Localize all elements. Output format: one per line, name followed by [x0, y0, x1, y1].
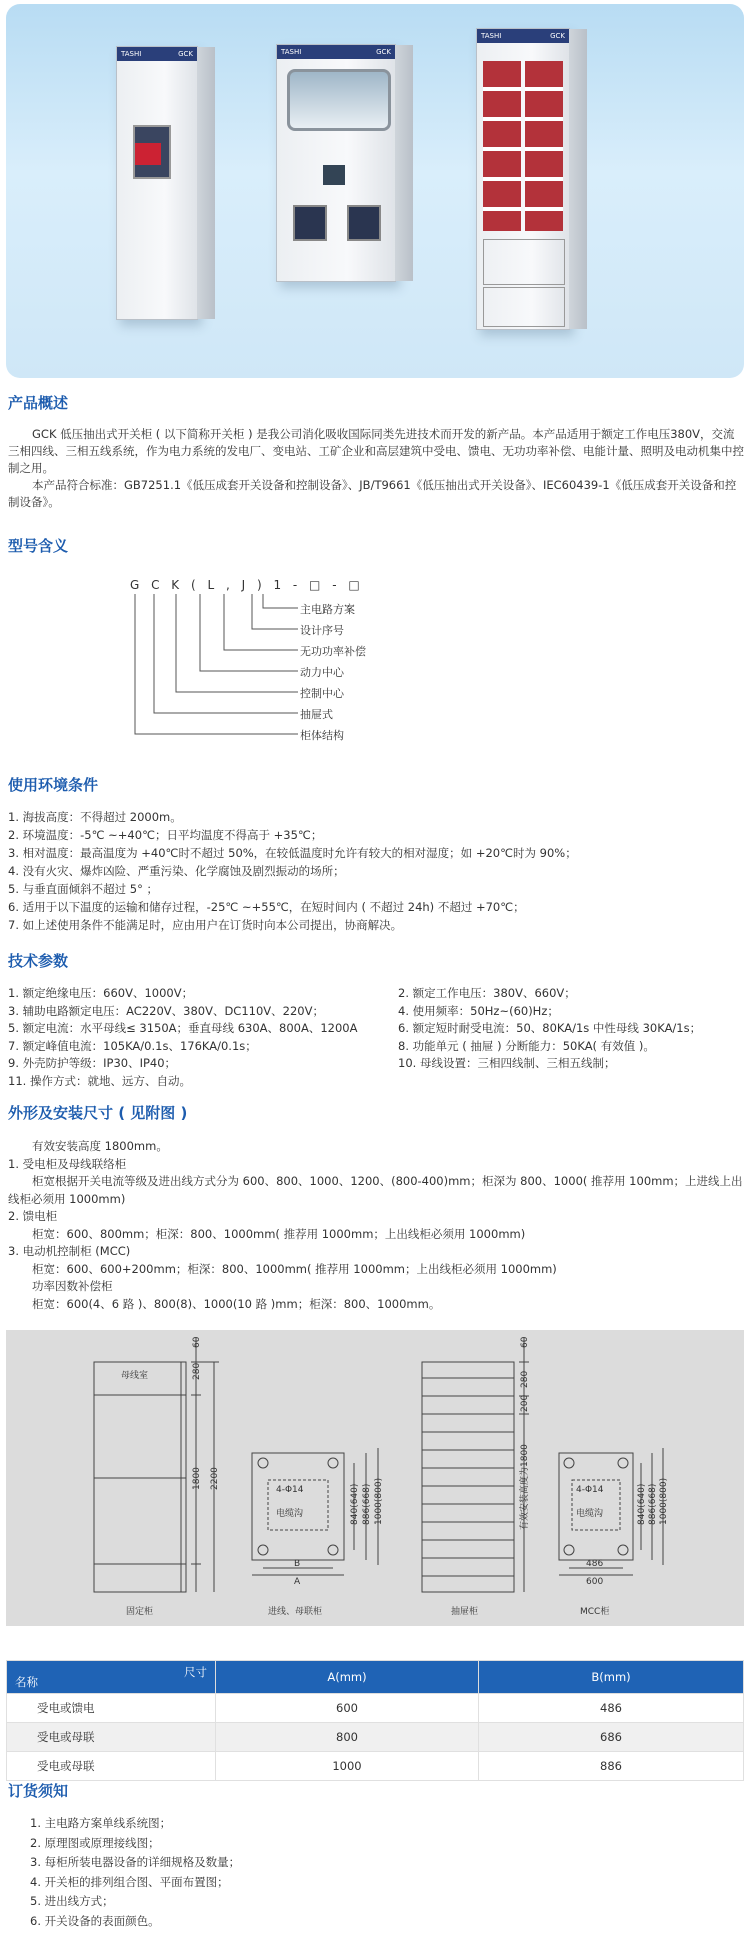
tech-params-right [398, 985, 701, 1073]
list-item: 5. 额定电流：水平母线≤ 3150A；垂直母线 630A、800A、1200A [8, 1021, 358, 1035]
model-label-7: 柜体结构 [300, 729, 344, 742]
product-photo-banner [6, 4, 744, 378]
list-item: 4. 没有火灾、爆炸凶险、严重污染、化学腐蚀及剧烈振动的场所； [8, 864, 345, 878]
dim-1000-mcc: 1000(800) [659, 1477, 669, 1525]
model-label-1: 主电路方案 [300, 603, 355, 616]
caption-drawer: 抽屉柜 [451, 1607, 479, 1617]
list-item: 1. 主电路方案单线系统图； [30, 1816, 172, 1830]
model-label-4: 动力中心 [300, 666, 344, 679]
label-busroom: 母线室 [121, 1371, 149, 1381]
dim-1000: 1000(800) [374, 1477, 384, 1525]
caption-incoming: 进线、母联柜 [268, 1607, 323, 1617]
cell-a: 600 [216, 1694, 479, 1723]
dimension-drawing [6, 1330, 744, 1626]
label-trench-mcc: 电缆沟 [576, 1509, 604, 1519]
cell-b: 486 [479, 1694, 744, 1723]
cabinet-tag: GCK [550, 32, 565, 40]
cell-name: 受电或馈电 [7, 1694, 216, 1723]
dim-280: 280 [192, 1362, 202, 1380]
dim-line: 有效安装高度 1800mm。 [32, 1139, 168, 1153]
dim-60: 60 [192, 1336, 202, 1348]
list-item: 3. 辅助电路额定电压：AC220V、380V、DC110V、220V； [8, 1003, 324, 1018]
dim-A: A [294, 1577, 301, 1587]
label-hole: 4-Φ14 [276, 1485, 304, 1495]
table-header-row [7, 1661, 744, 1694]
overview-paragraph-1: GCK 低压抽出式开关柜 ( 以下简称开关柜 ) 是我公司消化吸收国际同类先进技术而开发的新产品。本产品适用于额定工作电压380V，交流三相四线、三相五线系统，作为电力系统的发电厂、变电站、工矿企业和高层建筑中受电、馈电、无功功率补偿、电能计量、照明及电动机集中控制之用。 [8, 427, 744, 475]
breaker-right [347, 205, 381, 241]
model-diagram [130, 578, 430, 758]
list-item: 10. 母线设置：三相四线制、三相五线制； [398, 1056, 616, 1070]
breaker-window [135, 143, 161, 165]
meter-panel [323, 165, 345, 185]
cabinet-tag: GCK [376, 48, 391, 56]
dim-line: 柜宽：600(4、6 路 )、800(8)、1000(10 路 )mm；柜深：800、1000mm。 [32, 1296, 441, 1311]
dim-840-mcc: 840(640) [637, 1483, 647, 1525]
order-list [30, 1814, 240, 1931]
cabinet-brand: TASHI [481, 32, 502, 40]
section-title-overview: 产品概述 [8, 394, 69, 412]
cabinet-tag: GCK [178, 50, 193, 58]
model-label-6: 抽屉式 [300, 708, 333, 721]
caption-mcc: MCC柜 [580, 1607, 610, 1617]
list-item: 7. 额定峰值电流：105KA/0.1s、176KA/0.1s； [8, 1038, 257, 1053]
dim-line: 功率因数补偿柜 [32, 1279, 113, 1293]
table-header-name-size [7, 1661, 216, 1694]
dim-280-drawer: 280 [520, 1370, 530, 1388]
drawer-column-left [483, 61, 521, 231]
dim-60-drawer: 60 [520, 1336, 530, 1348]
list-item: 4. 使用频率：50Hz~(60)Hz； [398, 1003, 559, 1018]
dim-B: B [294, 1559, 301, 1569]
dim-486: 486 [586, 1559, 604, 1569]
model-leader-lines [130, 578, 430, 758]
list-item: 2. 环境温度：-5℃ ~+40℃；日平均温度不得高于 +35℃； [8, 828, 323, 842]
label-trench: 电缆沟 [276, 1509, 304, 1519]
section-title-order: 订货须知 [8, 1782, 69, 1800]
label-hole-mcc: 4-Φ14 [576, 1485, 604, 1495]
viewing-window [287, 69, 391, 131]
list-item: 1. 额定绝缘电压：660V、1000V； [8, 986, 194, 1000]
list-item: 3. 每柜所装电器设备的详细规格及数量； [30, 1855, 241, 1869]
list-item: 9. 外壳防护等级：IP30、IP40； [8, 1056, 177, 1070]
cell-name: 受电或母联 [7, 1723, 216, 1752]
dimension-table [6, 1660, 744, 1781]
list-item: 4. 开关柜的排列组合图、平面布置图； [30, 1874, 229, 1889]
drawer-column-right [525, 61, 563, 231]
cell-name: 受电或母联 [7, 1752, 216, 1781]
dim-line: 1. 受电柜及母线联络柜 [8, 1156, 127, 1171]
table-row [7, 1723, 744, 1752]
list-item: 2. 原理图或原理接线图； [30, 1835, 160, 1850]
list-item: 6. 开关设备的表面颜色。 [30, 1913, 160, 1928]
list-item: 11. 操作方式：就地、远方、自动。 [8, 1073, 191, 1088]
model-label-3: 无功功率补偿 [300, 645, 366, 658]
cell-a: 800 [216, 1723, 479, 1752]
list-item: 5. 进出线方式； [30, 1894, 114, 1908]
section-title-dimensions: 外形及安装尺寸 ( 见附图 ) [8, 1104, 188, 1122]
cell-b: 886 [479, 1752, 744, 1781]
drawing-svg [6, 1330, 744, 1626]
list-item: 7. 如上述使用条件不能满足时，应由用户在订货时向本公司提出，协商解决。 [8, 918, 403, 932]
large-drawer [483, 239, 565, 285]
dimension-notes [8, 1138, 744, 1313]
list-item: 6. 适用于以下温度的运输和储存过程，-25℃ ~+55℃，在短时间内 ( 不超过 24h) 不超过 +70℃； [8, 900, 525, 914]
breaker-left [293, 205, 327, 241]
section-title-environment: 使用环境条件 [8, 776, 99, 794]
model-label-2: 设计序号 [300, 624, 344, 637]
cabinet-brand: TASHI [281, 48, 302, 56]
list-item: 6. 额定短时耐受电流：50、80KA/1s 中性母线 30KA/1s； [398, 1021, 702, 1035]
tech-params-left [8, 985, 357, 1090]
dim-line: 柜宽：600、600+200mm；柜深：800、1000mm( 推荐用 1000mm；上出线柜必须用 1000mm) [32, 1261, 557, 1276]
cell-b: 686 [479, 1723, 744, 1752]
dim-840: 840(640) [350, 1483, 360, 1525]
table-row [7, 1752, 744, 1781]
dim-886: 886(668) [362, 1483, 372, 1525]
list-item: 2. 额定工作电压：380V、660V； [398, 986, 576, 1000]
dim-line: 3. 电动机控制柜 (MCC) [8, 1244, 131, 1258]
dim-600: 600 [586, 1577, 604, 1587]
overview-paragraph-2: 本产品符合标准：GB7251.1《低压成套开关设备和控制设备》、JB/T9661《低压抽出式开关设备》、IEC60439-1《低压成套开关设备和控制设备》。 [8, 478, 737, 509]
header-name: 名称 [15, 1675, 38, 1689]
section-title-tech: 技术参数 [8, 952, 69, 970]
dim-2200: 2200 [210, 1467, 220, 1490]
dim-effective-height: 有效安装高度为1800 [520, 1444, 530, 1530]
dim-line: 2. 馈电柜 [8, 1209, 58, 1223]
cabinet-drawer-photo [476, 28, 570, 330]
dim-line: 柜宽根据开关电流等级及进出线方式分为 600、800、1000、1200、(800-400)mm；柜深为 800、1000( 推荐用 100mm；上进线上出线柜必须用 1000mm) [8, 1174, 743, 1206]
list-item: 5. 与垂直面倾斜不超过 5° ； [8, 882, 159, 896]
dim-1800: 1800 [192, 1467, 202, 1490]
cabinet-fixed-photo [116, 46, 198, 320]
section-title-model: 型号含义 [8, 537, 69, 555]
dim-886-mcc: 886(668) [648, 1483, 658, 1525]
table-row [7, 1694, 744, 1723]
list-item: 1. 海拔高度：不得超过 2000m。 [8, 810, 182, 824]
model-label-5: 控制中心 [300, 687, 344, 700]
list-item: 3. 相对温度：最高温度为 +40℃时不超过 50%，在较低温度时允许有较大的相对湿度；如 +20℃时为 90%； [8, 846, 577, 860]
table-header-b: B(mm) [479, 1661, 744, 1694]
cabinet-brand: TASHI [121, 50, 142, 58]
table-header-a: A(mm) [216, 1661, 479, 1694]
header-size: 尺寸 [184, 1665, 207, 1679]
dim-200-drawer: 200 [520, 1394, 530, 1412]
cell-a: 1000 [216, 1752, 479, 1781]
caption-fixed: 固定柜 [126, 1607, 154, 1617]
large-drawer [483, 287, 565, 327]
model-code: G C K ( L , J ) 1 - □ - □ [130, 578, 364, 592]
cabinet-incoming-photo [276, 44, 396, 282]
list-item: 8. 功能单元 ( 抽屉 ) 分断能力：50KA( 有效值 )。 [398, 1038, 655, 1053]
environment-list [8, 808, 577, 934]
dim-line: 柜宽：600、800mm；柜深：800、1000mm( 推荐用 1000mm；上出线柜必须用 1000mm) [32, 1226, 526, 1241]
